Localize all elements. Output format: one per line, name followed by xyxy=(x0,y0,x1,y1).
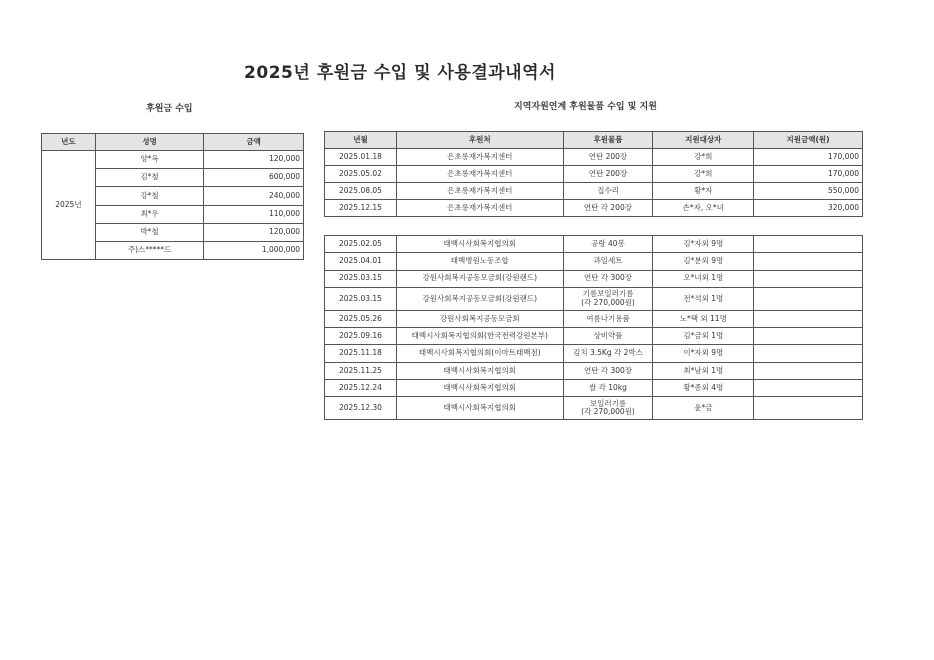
row-item: 여름나기용품 xyxy=(563,310,653,327)
header-amount: 금액 xyxy=(204,134,304,151)
table-row xyxy=(325,149,863,166)
row-item-line1: 기름보일러기름 xyxy=(582,289,634,299)
row-item-line2: (각 270,000원) xyxy=(581,407,635,417)
row-date: 2025.04.01 xyxy=(325,253,397,270)
table-row xyxy=(42,151,304,169)
table-row xyxy=(325,253,863,270)
support-table-2 xyxy=(324,235,863,420)
row-item: 공랑 40봉 xyxy=(563,236,653,253)
row-recipient: 전*석외 1명 xyxy=(653,287,754,310)
row-donor: 은초롱재가복지센터 xyxy=(396,200,563,217)
header-recipient: 지원대상자 xyxy=(653,132,754,149)
row-donor: 태백시사회복지협의회 xyxy=(396,362,563,379)
row-amount xyxy=(754,310,863,327)
row-recipient: 최*남외 1명 xyxy=(653,362,754,379)
table-row xyxy=(325,183,863,200)
row-date: 2025.11.18 xyxy=(325,345,397,362)
donor-name: 주)스*****드 xyxy=(95,241,203,259)
row-date: 2025.05.26 xyxy=(325,310,397,327)
header-support-amount: 지원금액(원) xyxy=(754,132,863,149)
row-donor: 강원사회복지공동모금회 xyxy=(396,310,563,327)
row-recipient: 손*자, 오*녀 xyxy=(653,200,754,217)
row-amount xyxy=(754,236,863,253)
regional-support-title: 지역자원연계 후원물품 수입 및 지원 xyxy=(514,102,657,112)
row-amount xyxy=(754,270,863,287)
row-recipient: 윤*금 xyxy=(653,397,754,420)
donation-amount: 240,000 xyxy=(204,187,304,205)
row-amount xyxy=(754,328,863,345)
table-row xyxy=(325,310,863,327)
row-recipient: 오*녀외 1명 xyxy=(653,270,754,287)
row-amount: 170,000 xyxy=(754,166,863,183)
row-recipient: 노*택 외 11명 xyxy=(653,310,754,327)
row-item-line1: 보일러기름 xyxy=(589,398,627,408)
row-amount xyxy=(754,287,863,310)
row-date: 2025.11.25 xyxy=(325,362,397,379)
row-amount xyxy=(754,397,863,420)
header-date: 년월 xyxy=(325,132,397,149)
donation-amount: 120,000 xyxy=(204,223,304,241)
row-item-line2: (각 270,000원) xyxy=(581,297,635,307)
donation-amount: 120,000 xyxy=(204,151,304,169)
donation-income-title: 후원금 수입 xyxy=(146,104,193,114)
row-item: 연탄 각 200장 xyxy=(563,200,653,217)
row-amount: 170,000 xyxy=(754,149,863,166)
row-item: 과일세트 xyxy=(563,253,653,270)
row-date: 2025.09.16 xyxy=(325,328,397,345)
row-donor: 은초롱재가복지센터 xyxy=(396,149,563,166)
table-header-row xyxy=(42,134,304,151)
table-row xyxy=(325,270,863,287)
table-header-row xyxy=(325,132,863,149)
row-recipient: 이*자외 9명 xyxy=(653,345,754,362)
row-amount xyxy=(754,253,863,270)
donor-name: 강*철 xyxy=(95,187,203,205)
donor-name: 양*옥 xyxy=(95,151,203,169)
row-item: 연탄 각 300장 xyxy=(563,362,653,379)
row-item: 쌀 각 10kg xyxy=(563,380,653,397)
table-row xyxy=(325,397,863,420)
row-item: 김치 3.5Kg 각 2박스 xyxy=(563,345,653,362)
table-row xyxy=(325,236,863,253)
row-donor: 태백시사회복지협의회(한국전력강원본부) xyxy=(396,328,563,345)
row-date: 2025.12.24 xyxy=(325,380,397,397)
donor-name: 김*철 xyxy=(95,169,203,187)
row-amount: 550,000 xyxy=(754,183,863,200)
row-donor: 태백병원노동조합 xyxy=(396,253,563,270)
table-row xyxy=(325,380,863,397)
row-donor: 태백시사회복지협의회 xyxy=(396,380,563,397)
row-item: 연탄 200장 xyxy=(563,166,653,183)
row-date: 2025.12.30 xyxy=(325,397,397,420)
row-amount xyxy=(754,345,863,362)
row-donor: 태백시사회복지협의회 xyxy=(396,397,563,420)
row-donor: 은초롱재가복지센터 xyxy=(396,166,563,183)
table-row xyxy=(325,166,863,183)
row-date: 2025.03.15 xyxy=(325,270,397,287)
row-amount: 320,000 xyxy=(754,200,863,217)
donor-name: 박*철 xyxy=(95,223,203,241)
row-item xyxy=(563,397,653,420)
row-recipient: 황*종외 4명 xyxy=(653,380,754,397)
table-row xyxy=(325,362,863,379)
row-donor: 태백시사회복지협의회(이마트태백점) xyxy=(396,345,563,362)
header-name: 성명 xyxy=(95,134,203,151)
row-date: 2025.08.05 xyxy=(325,183,397,200)
table-row xyxy=(325,287,863,310)
donation-amount: 110,000 xyxy=(204,205,304,223)
header-item: 후원물품 xyxy=(563,132,653,149)
table-row xyxy=(325,328,863,345)
row-date: 2025.02.05 xyxy=(325,236,397,253)
row-recipient: 김*금외 1명 xyxy=(653,328,754,345)
row-item xyxy=(563,287,653,310)
header-year: 년도 xyxy=(42,134,96,151)
donation-amount: 600,000 xyxy=(204,169,304,187)
row-recipient: 황*자 xyxy=(653,183,754,200)
row-date: 2025.05.02 xyxy=(325,166,397,183)
year-cell: 2025년 xyxy=(42,151,96,260)
row-date: 2025.03.15 xyxy=(325,287,397,310)
document-title: 2025년 후원금 수입 및 사용결과내역서 xyxy=(244,63,556,83)
row-item: 연탄 200장 xyxy=(563,149,653,166)
row-item: 연탄 각 300장 xyxy=(563,270,653,287)
header-donor: 후원처 xyxy=(396,132,563,149)
row-donor: 강원사회복지공동모금회(강원랜드) xyxy=(396,287,563,310)
row-recipient: 강*희 xyxy=(653,166,754,183)
donor-name: 최*우 xyxy=(95,205,203,223)
row-date: 2025.01.18 xyxy=(325,149,397,166)
support-table-1 xyxy=(324,131,863,217)
row-item: 상비약품 xyxy=(563,328,653,345)
table-row xyxy=(325,200,863,217)
donation-income-table xyxy=(41,133,304,260)
row-date: 2025.12.15 xyxy=(325,200,397,217)
row-donor: 태백시사회복지협의회 xyxy=(396,236,563,253)
row-donor: 강원사회복지공동모금회(강원랜드) xyxy=(396,270,563,287)
table-row xyxy=(325,345,863,362)
row-donor: 은초롱재가복지센터 xyxy=(396,183,563,200)
row-recipient: 김*자외 9명 xyxy=(653,236,754,253)
row-item: 집수리 xyxy=(563,183,653,200)
row-recipient: 김*분외 9명 xyxy=(653,253,754,270)
row-amount xyxy=(754,362,863,379)
row-amount xyxy=(754,380,863,397)
row-recipient: 강*희 xyxy=(653,149,754,166)
donation-amount: 1,000,000 xyxy=(204,241,304,259)
